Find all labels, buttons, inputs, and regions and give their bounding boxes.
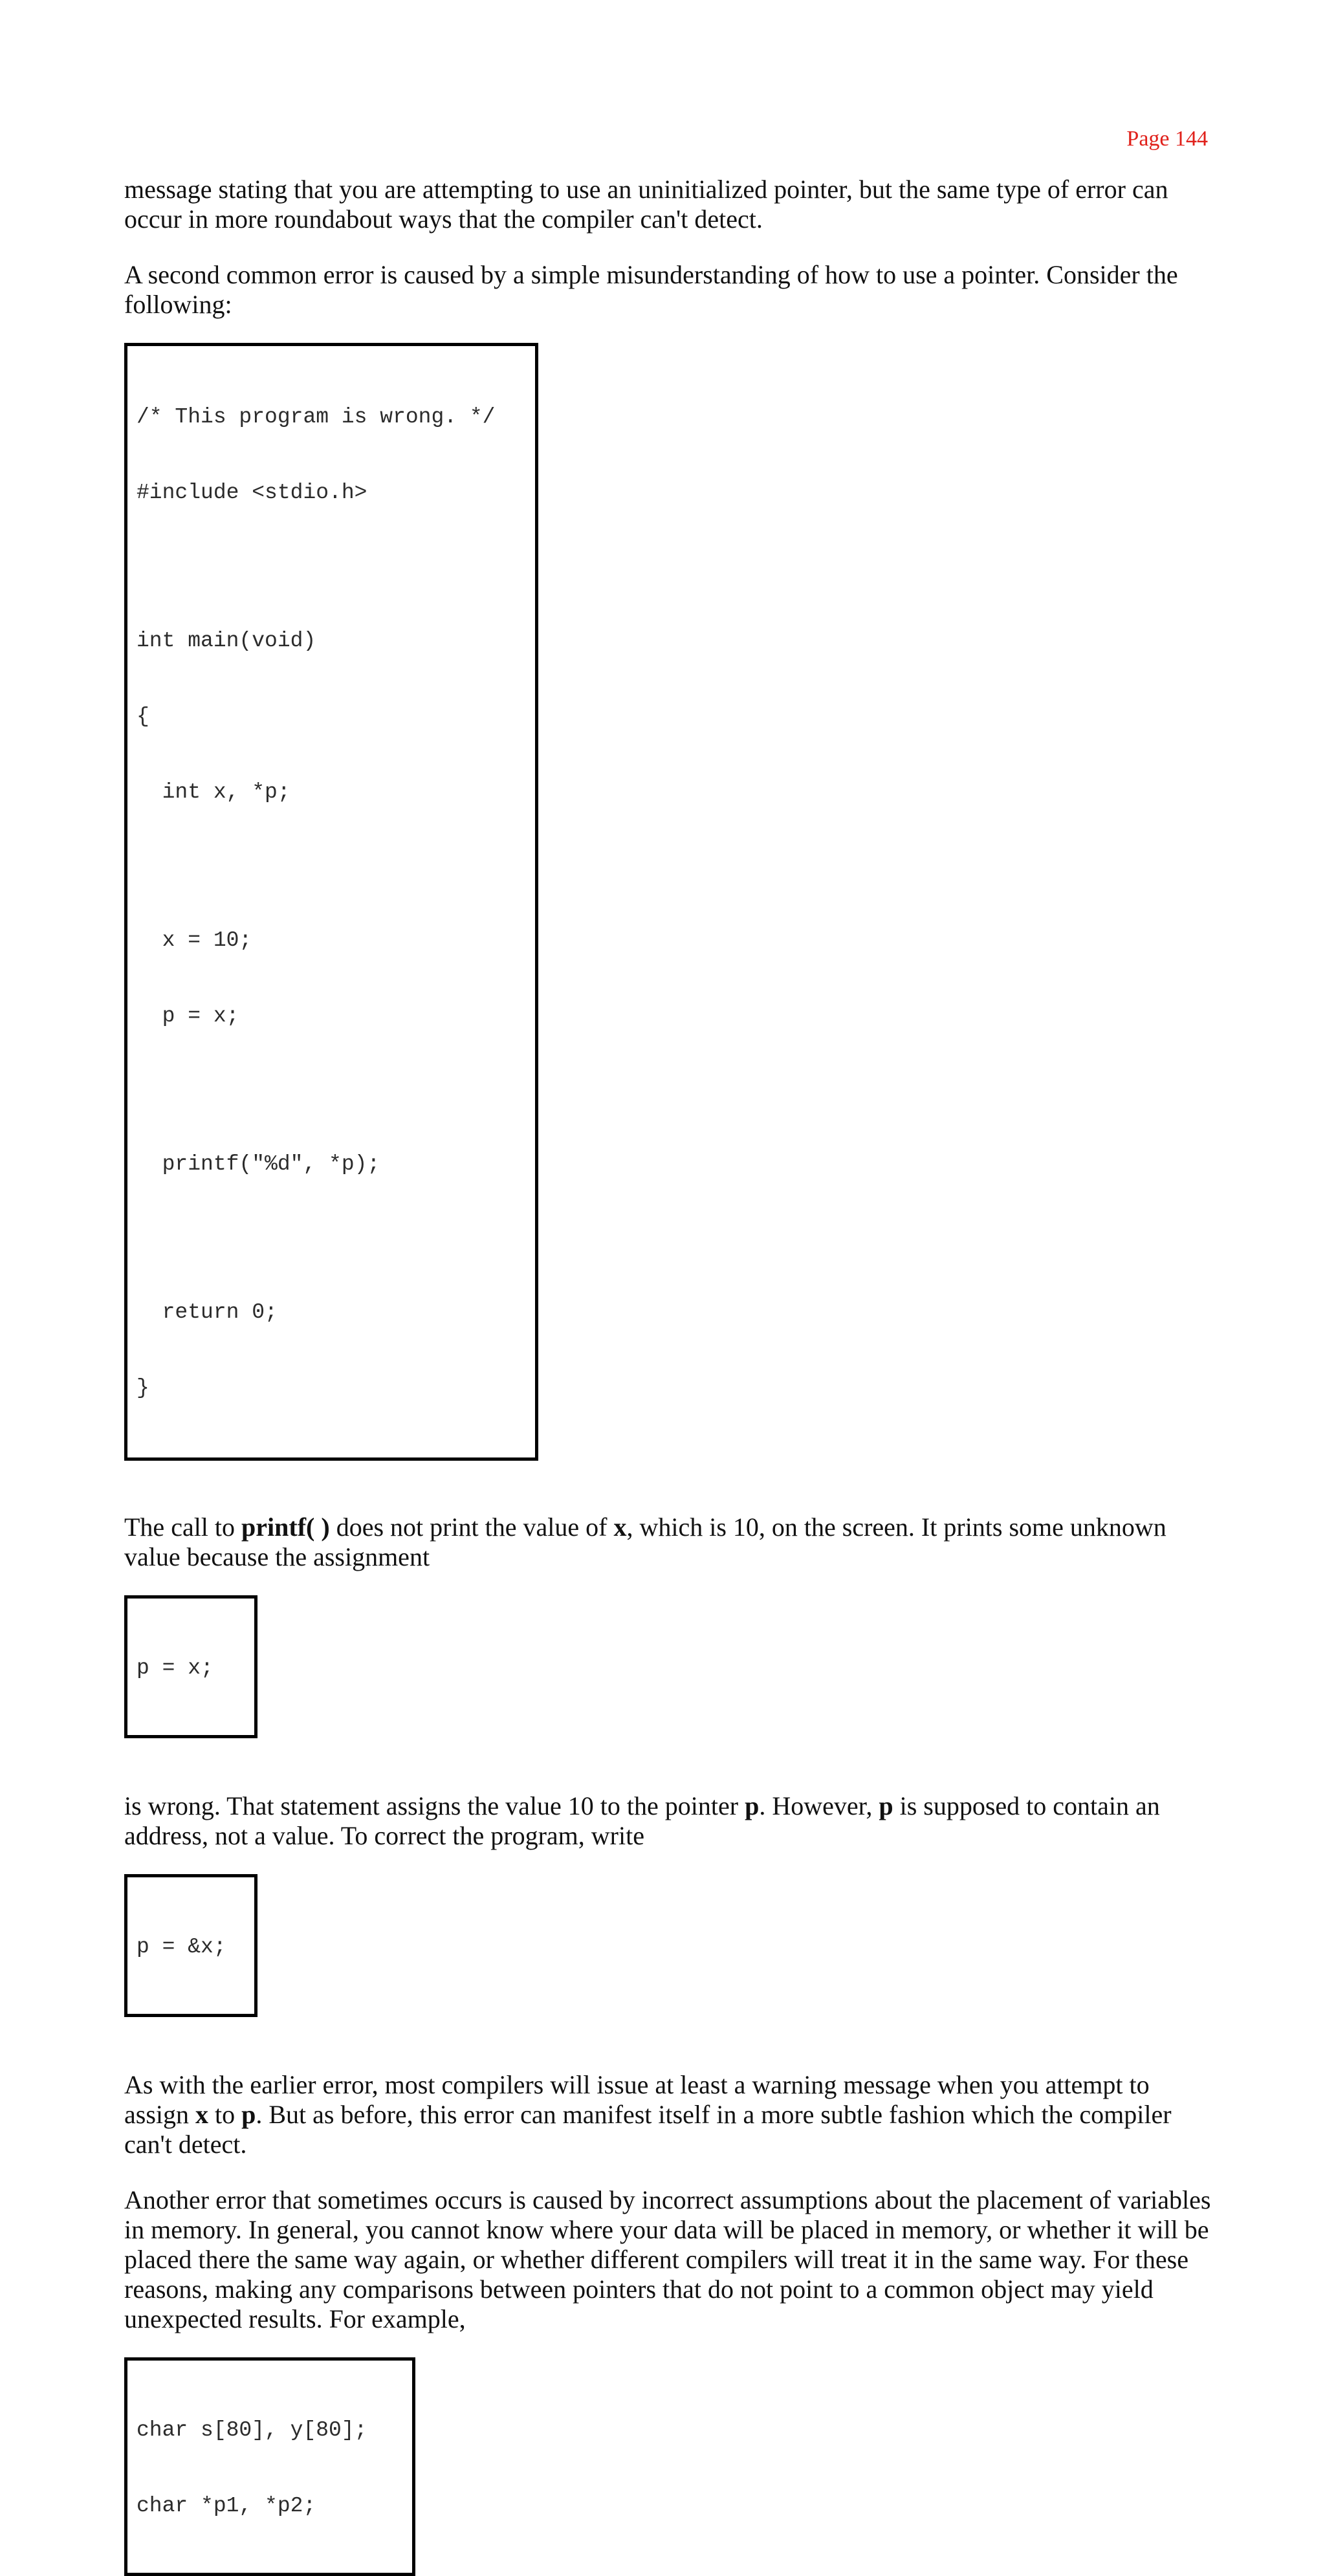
code-line <box>137 556 526 578</box>
text-run: , which is 10, on the screen. It prints some unknown value because the assignment <box>124 1512 1166 1571</box>
bold-term: p <box>879 1791 893 1820</box>
paragraph-2: A second common error is caused by a simple misunderstanding of how to use a pointer. Consider the following: <box>124 260 1178 319</box>
page-number: Page 144 <box>1126 127 1208 151</box>
code-line <box>137 1079 526 1101</box>
code-line: printf("%d", *p); <box>137 1152 380 1176</box>
code-line <box>137 1227 526 1249</box>
bold-term: x <box>613 1512 627 1542</box>
bold-term: x <box>195 2100 208 2129</box>
code-line: p = &x; <box>137 1935 226 1959</box>
paragraph-1: message stating that you are attempting to use an uninitialized pointer, but the same type of error can occur in more roundabout ways that the compiler can't detect. <box>124 175 1168 234</box>
bold-term: p <box>241 2100 256 2129</box>
paragraph-5 <box>124 2070 1211 2159</box>
paragraph-4 <box>124 1791 1211 1851</box>
text-run: to <box>208 2100 242 2129</box>
code-line: } <box>137 1376 149 1400</box>
paragraph-6: Another error that sometimes occurs is caused by incorrect assumptions about the placement of variables in memory. In general, you cannot know where your data will be placed in memory, or whether it will be placed there the same way again, or whether different compilers will treat it in the same way. For these reasons, making any comparisons between pointers that do not point to a common object may yield unexpected results. For example, <box>124 2185 1211 2333</box>
text-run: is supposed to contain an address, not a value. To correct the program, write <box>124 1791 1160 1850</box>
page-content <box>124 175 1211 2576</box>
code-line: int main(void) <box>137 629 316 653</box>
code-line: p = x; <box>137 1004 239 1028</box>
code-line: return 0; <box>137 1300 278 1324</box>
text-run: . But as before, this error can manifest itself in a more subtle fashion which the compiler can't detect. <box>124 2100 1172 2159</box>
code-line: char *p1, *p2; <box>137 2494 316 2518</box>
code-line: p = x; <box>137 1656 214 1680</box>
bold-term: printf( ) <box>241 1512 330 1542</box>
code-line: #include <stdio.h> <box>137 481 367 505</box>
text-run: . However, <box>759 1791 879 1820</box>
code-line: { <box>137 704 149 728</box>
code-line: char s[80], y[80]; <box>137 2418 367 2442</box>
code-line: /* This program is wrong. */ <box>137 405 496 429</box>
bold-term: p <box>745 1791 760 1820</box>
text-run: does not print the value of <box>329 1512 614 1542</box>
text-run: The call to <box>124 1512 242 1542</box>
code-block-correct-assignment <box>124 1874 257 2017</box>
text-run: is wrong. That statement assigns the value 10 to the pointer <box>124 1791 745 1820</box>
code-line: x = 10; <box>137 928 252 952</box>
code-line: int x, *p; <box>137 780 290 804</box>
code-block-program <box>124 343 538 1461</box>
text-run: As with the earlier error, most compilers will issue at least a warning message when you attempt to assign <box>124 2070 1150 2129</box>
code-block-wrong-assignment <box>124 1595 257 1738</box>
code-block-declarations <box>124 2357 415 2576</box>
code-line <box>137 855 526 877</box>
paragraph-3 <box>124 1512 1211 1572</box>
